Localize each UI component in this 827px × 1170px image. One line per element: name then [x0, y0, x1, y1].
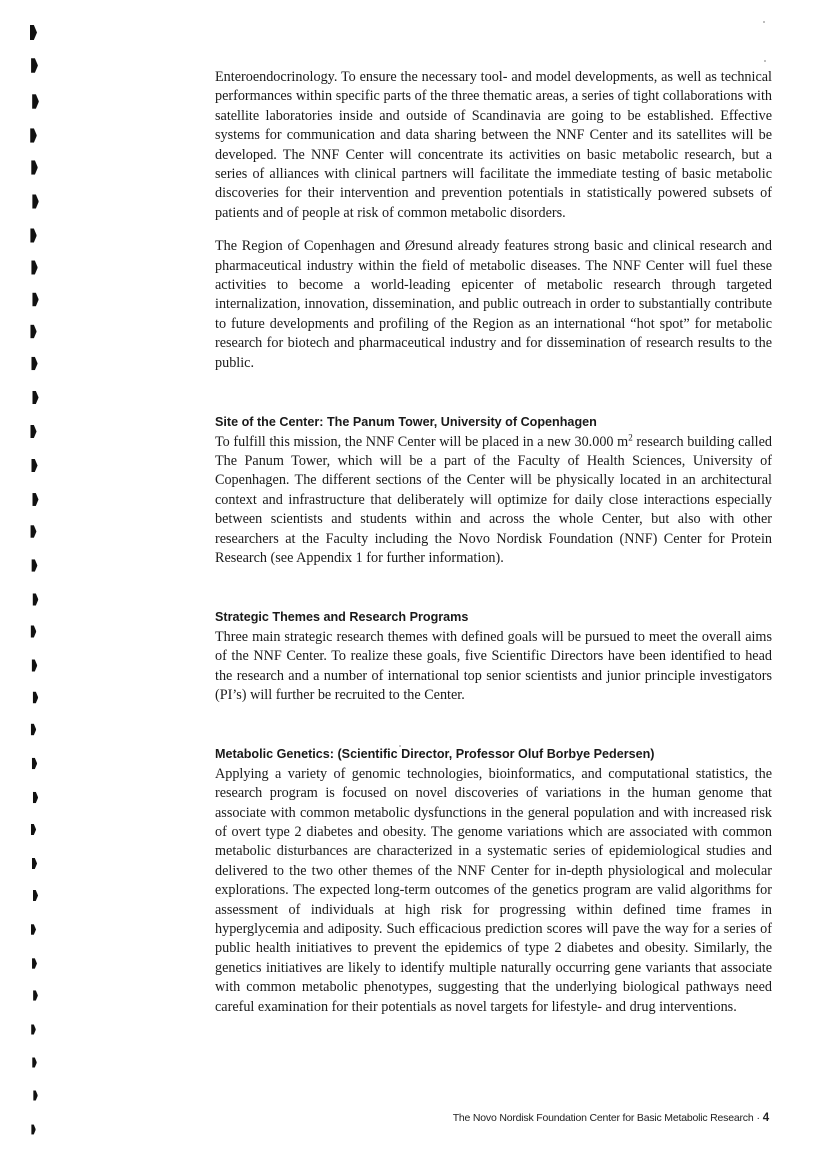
- binding-hole-marks: [0, 0, 60, 1170]
- binding-hole-mark: [33, 593, 39, 605]
- footer-separator: ·: [756, 1112, 760, 1124]
- page-content: [215, 68, 772, 1017]
- section-heading-genetics: Metabolic Genetics: (Scientific Director, Professor Oluf Borbye Pedersen): [215, 747, 655, 762]
- binding-hole-mark: [30, 228, 37, 242]
- binding-hole-mark: [30, 128, 37, 143]
- binding-hole-mark: [31, 160, 38, 174]
- binding-hole-mark: [33, 990, 38, 1001]
- binding-hole-mark: [32, 758, 37, 770]
- binding-hole-mark: [32, 493, 38, 506]
- section-heading-themes: Strategic Themes and Research Programs: [215, 610, 469, 625]
- footer-title: The Novo Nordisk Foundation Center for Basic Metabolic Research: [452, 1112, 754, 1124]
- binding-hole-mark: [32, 293, 38, 307]
- binding-hole-mark: [31, 525, 37, 538]
- binding-hole-mark: [30, 25, 37, 40]
- binding-hole-mark: [32, 858, 37, 869]
- page-footer: [453, 1112, 769, 1124]
- section-heading-site: Site of the Center: The Panum Tower, University of Copenhagen: [215, 415, 597, 430]
- binding-hole-mark: [31, 625, 37, 637]
- binding-hole-mark: [30, 325, 36, 339]
- binding-hole-mark: [31, 357, 37, 371]
- binding-hole-mark: [32, 958, 37, 969]
- binding-hole-mark: [32, 194, 39, 208]
- binding-hole-mark: [32, 660, 38, 672]
- page-number: 4: [762, 1112, 769, 1124]
- binding-hole-mark: [31, 261, 38, 275]
- intro-paragraph-1: Enteroendocrinology. To ensure the necessary tool- and model developments, as well as technical performances within specific parts of the three thematic areas, a series of tight collaborations with satellite laboratories inside and outside of Scandinavia are going to be established. Effective systems for communication and data sharing between the NNF Center and its satellites will be developed. The NNF Center will concentrate its activities on basic metabolic research, but a series of alliances with clinical partners will facilitate the immediate testing of basic metabolic discoveries for their intervention and prevention potentials in statistically powered subsets of patients and of people at risk of common metabolic disorders.: [215, 69, 772, 221]
- binding-hole-mark: [32, 559, 38, 572]
- binding-hole-mark: [31, 58, 38, 73]
- binding-hole-mark: [33, 792, 38, 803]
- section-text-site: To fulfill this mission, the NNF Center will be placed in a new 30.000 $m^2$ research building called The Panum Tower, which will be a part of the Faculty of Health Sciences, University of Copenhagen. The different sections of the Center will be physically located in an architectural context and infrastructure that deliberately will optimize for daily close interactions especially between scientists and students within and across the whole Center, but also with other researchers at the Faculty including the Novo Nordisk Foundation (NNF) Center for Protein Research (see Appendix 1 for further information).: [215, 431, 773, 566]
- binding-hole-mark: [31, 1125, 36, 1135]
- binding-hole-mark: [31, 924, 36, 935]
- binding-hole-mark: [31, 724, 36, 736]
- binding-hole-mark: [32, 94, 39, 109]
- section-text-themes: Three main strategic research themes with defined goals will be pursued to meet the overall aims of the NNF Center. To realize these goals, five Scientific Directors have been identified to head the research and a number of international top senior scientists and junior principle investigators (PI’s) will further be recruited to the Center.: [215, 628, 772, 703]
- binding-hole-mark: [33, 692, 39, 704]
- section-text-genetics: Applying a variety of genomic technologies, bioinformatics, and computational statistics, the research program is focused on novel discoveries of variations in the human genome that associate with common metabolic dysfunctions in the general population and with increased risk of overt type 2 diabetes and obesity. The genome variations which are associated with common metabolic disturbances are characterized in a systematic series of epidemiological studies and delivered to the two other themes of the NNF Center for in-depth physiological and molecular explorations. The expected long-term outcomes of the genetics program are valid algorithms for assessment of individuals at high risk for progressing within defined time frames in hyperglycemia and adiposity. Such efficacious prediction scores will pave the way for a series of public health initiatives to prevent the epidemics of type 2 diabetes and obesity. Similarly, the genetics initiatives are likely to identify multiple naturally occurring gene variants that associate with common metabolic phenotypes, suggesting that the underlying biological pathways need careful examination for their potentials as novel targets for lifestyle- and drug interventions.: [215, 765, 772, 1015]
- binding-hole-mark: [32, 391, 38, 404]
- scan-speck: [764, 60, 766, 62]
- binding-hole-mark: [31, 459, 37, 472]
- binding-hole-mark: [30, 425, 36, 438]
- binding-hole-mark: [31, 1024, 36, 1034]
- binding-hole-mark: [31, 824, 36, 835]
- intro-paragraph-2: The Region of Copenhagen and Øresund already features strong basic and clinical research and pharmaceutical industry within the field of metabolic diseases. The NNF Center will fuel these activities to become a world-leading epicenter of metabolic research through targeted internalization, innovation, dissemination, and public outreach in order to substantially contribute to future developments and profiling of the Region as an international “hot spot” for metabolic research for biotech and pharmaceutical industry and for dissemination of research results to the public.: [215, 238, 772, 371]
- binding-hole-mark: [32, 1057, 37, 1067]
- binding-hole-mark: [33, 1090, 38, 1100]
- binding-hole-mark: [33, 890, 38, 901]
- scan-speck: [763, 21, 765, 23]
